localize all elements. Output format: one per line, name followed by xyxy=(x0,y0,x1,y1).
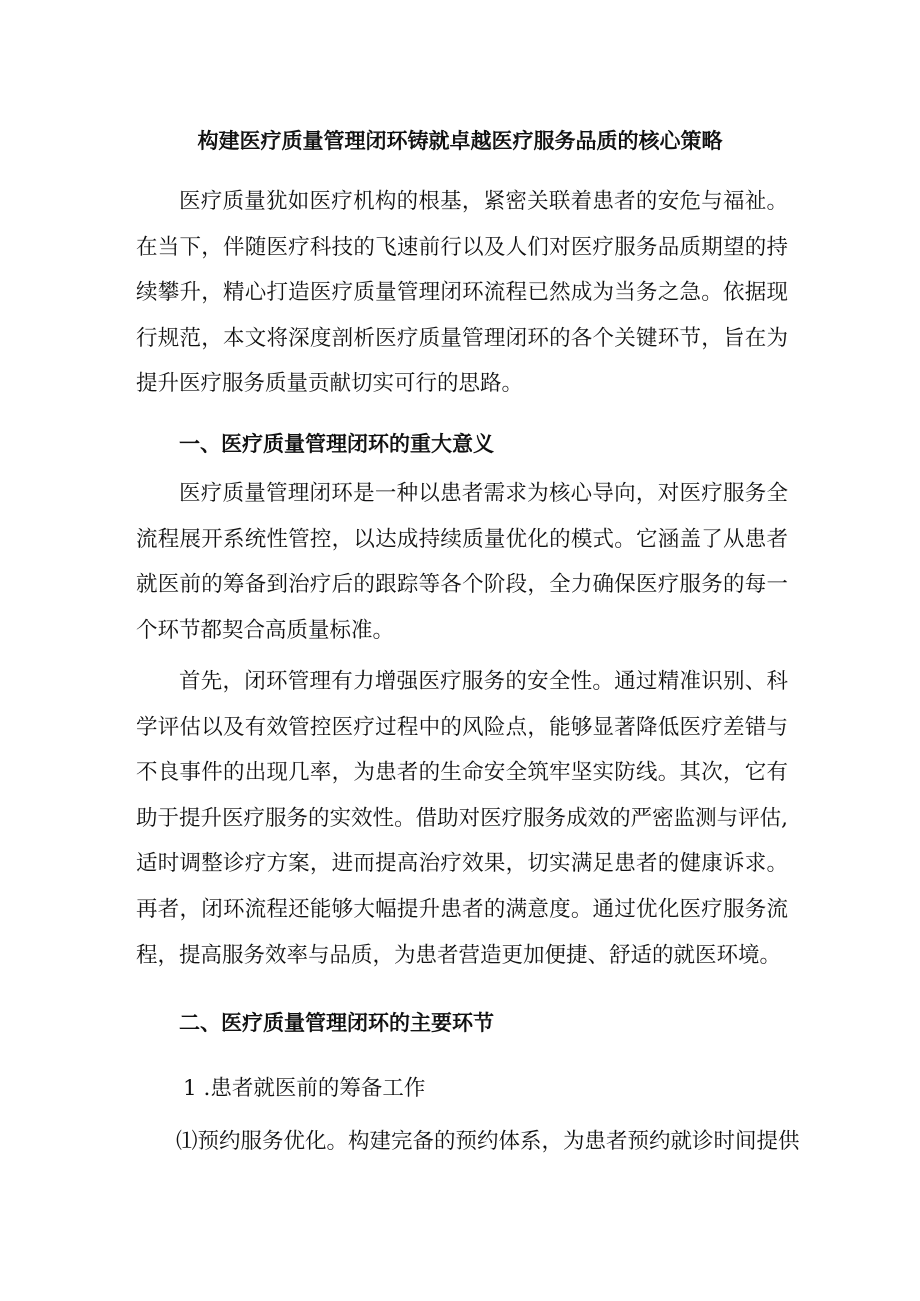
section-heading-significance: 一、医疗质量管理闭环的重大意义 xyxy=(179,431,494,456)
section1-paragraph-benefits: 首先，闭环管理有力增强医疗服务的安全性。通过精准识别、科学评估以及有效管控医疗过程中的风险点，能够显著降低医疗差错与不良事件的出现几率，为患者的生命安全筑牢坚实防线。其次，它有助于提升医疗服务的实效性。借助对医疗服务成效的严密监测与评估,适时调整诊疗方案，进而提高治疗效果，切实满足患者的健康诉求。再者，闭环流程还能够大幅提升患者的满意度。通过优化医疗服务流程，提高服务效率与品质，为患者营造更加便捷、舒适的就医环境。 xyxy=(136,669,788,968)
list-item-appointment: ⑴预约服务优化。构建完备的预约体系，为患者预约就诊时间提供 xyxy=(176,1129,800,1154)
intro-paragraph: 医疗质量犹如医疗机构的根基，紧密关联着患者的安危与福祉。在当下，伴随医疗科技的飞速前行以及人们对医疗服务品质期望的持续攀升，精心打造医疗质量管理闭环流程已然成为当务之急。依据现行规范，本文将深度剖析医疗质量管理闭环的各个关键环节，旨在为提升医疗服务质量贡献切实可行的思路。 xyxy=(136,189,788,397)
subsection-heading-preparation: 1 .患者就医前的筹备工作 xyxy=(183,1076,426,1101)
document-title: 构建医疗质量管理闭环铸就卓越医疗服务品质的核心策略 xyxy=(197,128,723,153)
section-heading-key-steps: 二、医疗质量管理闭环的主要环节 xyxy=(179,1010,494,1035)
section1-paragraph-definition: 医疗质量管理闭环是一种以患者需求为核心导向，对医疗服务全流程展开系统性管控，以达成持续质量优化的模式。它涵盖了从患者就医前的筹备到治疗后的跟踪等各个阶段，全力确保医疗服务的每一个环节都契合高质量标准。 xyxy=(136,481,788,643)
